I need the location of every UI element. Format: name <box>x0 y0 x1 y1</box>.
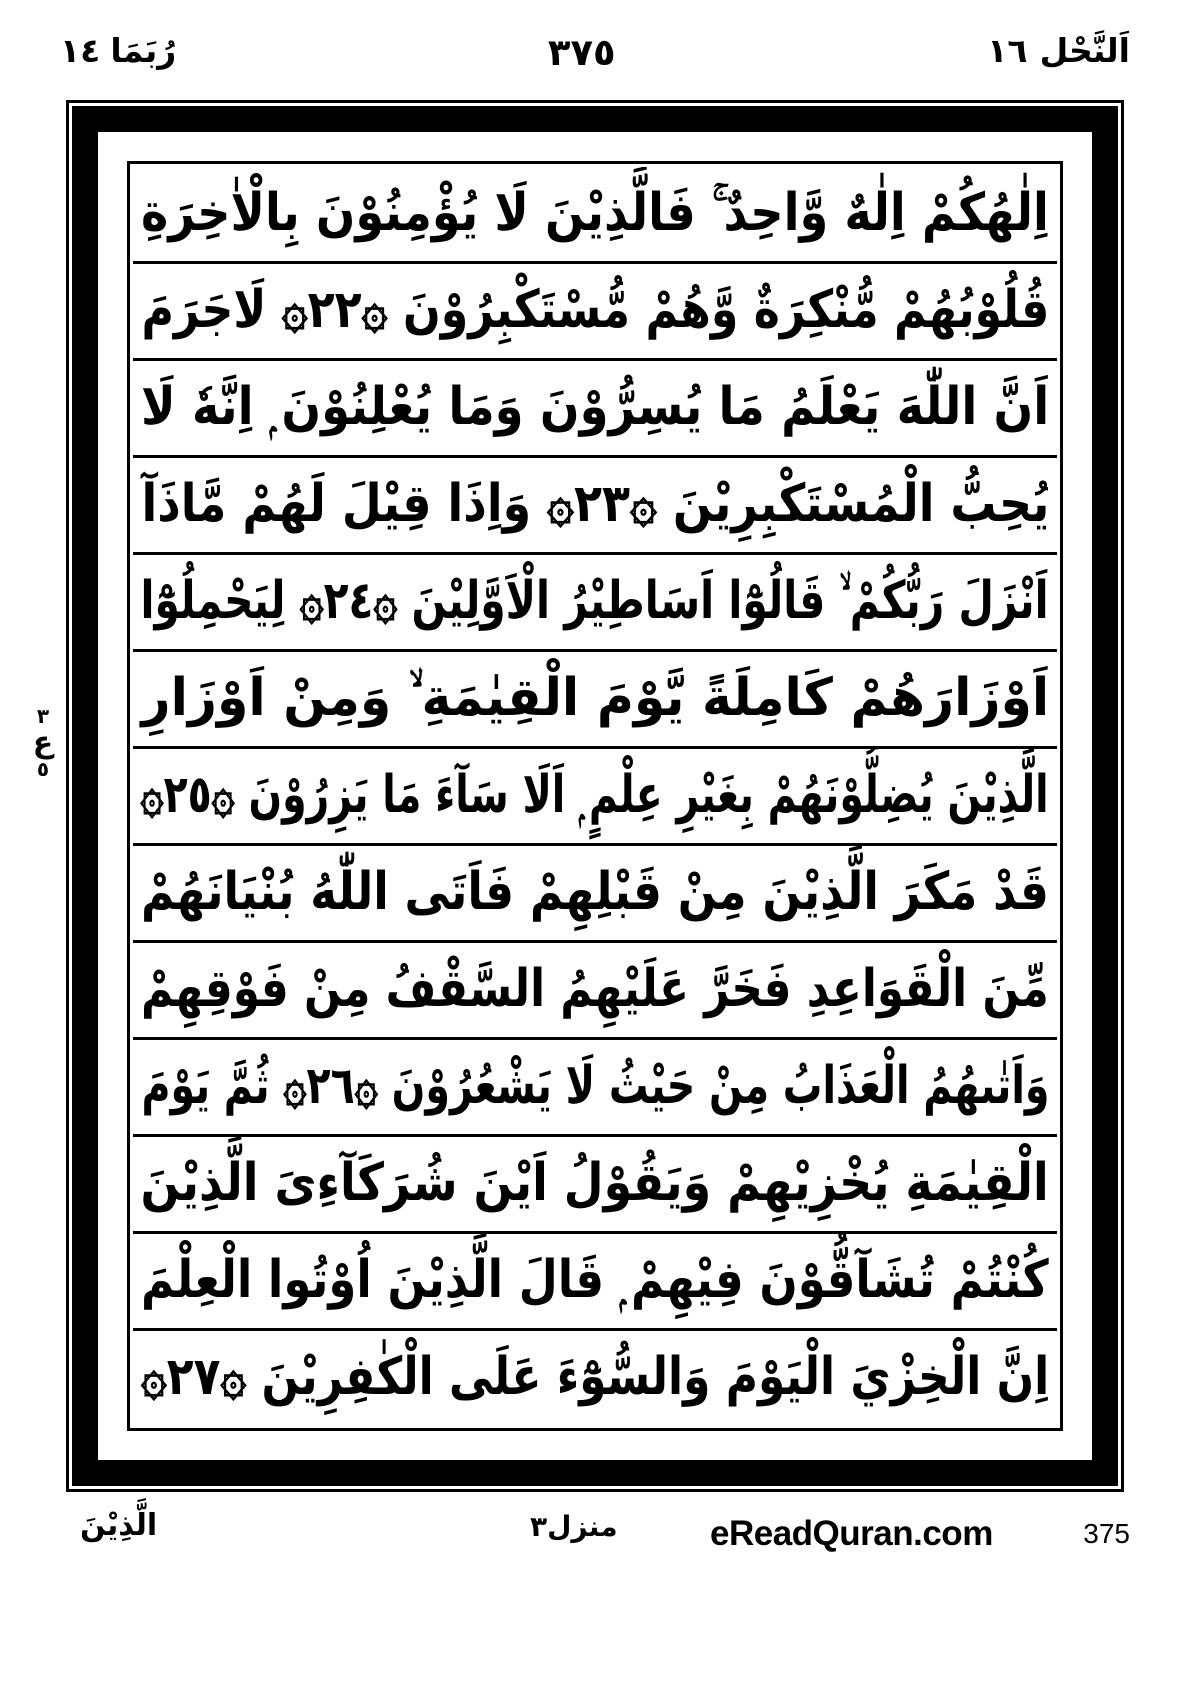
quran-line-text: كُنْتُمْ تُشَآقُّوْنَ فِيْهِمْ ۭ قَالَ الَّذِيْنَ اُوْتُوا الْعِلْمَ <box>141 1250 1049 1311</box>
quran-line-text: اِلٰهُكُمْ اِلٰهٌ وَّاحِدٌ ۚ فَالَّذِيْنَ لَا يُؤْمِنُوْنَ بِالْاٰخِرَةِ <box>141 183 1049 244</box>
quran-line-text: اَوْزَارَهُمْ كَامِلَةً يَّوْمَ الْقِيٰمَةِ ۙ وَمِنْ اَوْزَارِ <box>141 668 1049 729</box>
ruku-ayn-glyph: ع <box>32 725 54 760</box>
catchword: الَّذِيْنَ <box>80 1508 158 1543</box>
juz-name: رُبَمَا <box>110 31 177 70</box>
ruku-number-top: ٣ <box>36 704 50 728</box>
surah-number: ١٦ <box>987 31 1028 70</box>
quran-line-text: مِّنَ الْقَوَاعِدِ فَخَرَّ عَلَيْهِمُ السَّقْفُ مِنْ فَوْقِهِمْ <box>141 959 1049 1020</box>
quran-line-text: يُحِبُّ الْمُسْتَكْبِرِيْنَ ۞٢٣۞ وَاِذَا قِيْلَ لَهُمْ مَّاذَآ <box>141 474 1049 535</box>
quran-line-text: قُلُوْبُهُمْ مُّنْكِرَةٌ وَّهُمْ مُّسْتَكْبِرُوْنَ ۞٢٢۞ لَاجَرَمَ <box>141 280 1049 341</box>
ornament-left-icon <box>101 135 127 1457</box>
quran-line <box>133 361 1057 458</box>
page-footer <box>60 1504 1130 1584</box>
quran-line <box>133 1234 1057 1331</box>
quran-line <box>133 1331 1057 1425</box>
ruku-number-bottom: ٥ <box>36 756 50 781</box>
quran-line-text: قَدْ مَكَرَ الَّذِيْنَ مِنْ قَبْلِهِمْ فَاَتَى اللّٰهُ بُنْيَانَهُمْ <box>141 862 1049 923</box>
quran-line <box>133 943 1057 1040</box>
quran-line <box>133 749 1057 846</box>
page-number-latin: 375 <box>1083 1518 1130 1549</box>
page-number-header: ٣٧٥ <box>547 31 616 74</box>
juz-header <box>60 31 177 70</box>
quran-line <box>133 652 1057 749</box>
quran-line-text: اِنَّ الْخِزْيَ الْيَوْمَ وَالسُّوْٓءَ عَلَى الْكٰفِرِيْنَ ۞٢٧۞ <box>140 1347 1050 1408</box>
ornament-bottom-icon <box>101 1431 1089 1457</box>
quran-line-text: الَّذِيْنَ يُضِلُّوْنَهُمْ بِغَيْرِ عِلْمٍ ۭ اَلَا سَآءَ مَا يَزِرُوْنَ ۞٢٥۞ <box>140 765 1050 826</box>
page-header <box>60 31 1130 96</box>
quran-lines <box>133 167 1057 1425</box>
quran-text-frame <box>66 100 1124 1492</box>
juz-number: ١٤ <box>60 31 101 70</box>
ruku-marker <box>22 706 64 780</box>
quran-line <box>133 264 1057 361</box>
quran-line-text: اَنَّ اللّٰهَ يَعْلَمُ مَا يُسِرُّوْنَ وَمَا يُعْلِنُوْنَ ۭ اِنَّهٗ لَا <box>140 377 1050 438</box>
quran-line-text: وَاَتٰىهُمُ الْعَذَابُ مِنْ حَيْثُ لَا يَشْعُرُوْنَ ۞٢٦۞ ثُمَّ يَوْمَ <box>141 1056 1049 1117</box>
surah-name: اَلنَّحْل <box>1039 31 1130 70</box>
quran-line <box>133 555 1057 652</box>
quran-line <box>133 167 1057 264</box>
quran-line <box>133 1137 1057 1234</box>
quran-line <box>133 846 1057 943</box>
quran-line-text: الْقِيٰمَةِ يُخْزِيْهِمْ وَيَقُوْلُ اَيْنَ شُرَكَآءِىَ الَّذِيْنَ <box>140 1153 1050 1214</box>
quran-line <box>133 458 1057 555</box>
ornament-right-icon <box>1063 135 1089 1457</box>
surah-header <box>987 31 1130 70</box>
text-block-border <box>127 161 1063 1431</box>
ornament-top-icon <box>101 135 1089 161</box>
site-watermark: eReadQuran.com <box>710 1514 993 1553</box>
quran-line-text: اَنْزَلَ رَبُّكُمْ ۙ قَالُوْٓا اَسَاطِيْرُ الْاَوَّلِيْنَ ۞٢٤۞ لِيَحْمِلُوْٓا <box>140 571 1050 632</box>
quran-line <box>133 1040 1057 1137</box>
ornamental-border-band <box>72 106 1118 1486</box>
manzil-label: منزل٣ <box>530 1510 618 1543</box>
